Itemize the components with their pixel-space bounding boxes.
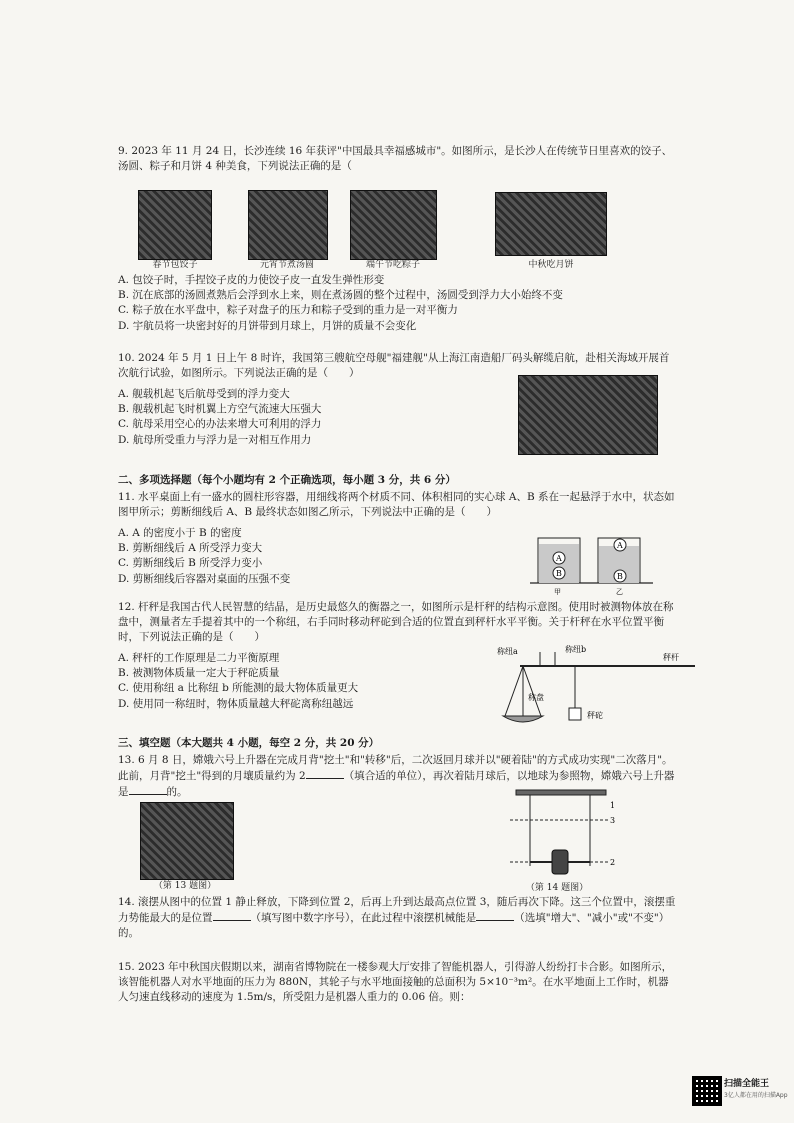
label-position-1: 1 xyxy=(610,801,616,810)
pan-string-left xyxy=(505,666,523,716)
q12-stem: 12. 杆秤是我国古代人民智慧的结晶，是历史最悠久的衡器之一，如图所示是杆秤的结构示意图。使用时被测物体放在称盘中，测量者左手提着其中的一个称纽，右手同时移动秤砣到合适的位置直到秤杆水平平衡。关于杆秤在水平位置平衡时，下列说法正确的是（ ） xyxy=(118,601,674,644)
q10-options xyxy=(118,387,498,448)
q14-text-part3: （选填"增大"、"减小"或"不变"）的。 xyxy=(118,912,670,940)
label-jia: 甲 xyxy=(554,588,561,596)
q13-text-part2: （填合适的单位），再次着陆月球后，以地球为参照物，嫦娥六号上升器是 xyxy=(118,770,675,799)
q9-option-a: A. 包饺子时，手捏饺子皮的力使饺子皮一直发生弹性形变 xyxy=(118,274,385,286)
q10-option-c: C. 航母采用空心的办法来增大可利用的浮力 xyxy=(118,418,322,431)
q14-text-part2: （填写图中数字序号），在此过程中滚摆机械能是 xyxy=(250,912,477,925)
q13-text-part3: 的。 xyxy=(166,786,188,799)
q13-blank-unit[interactable] xyxy=(306,768,344,779)
q11-option-d: D. 剪断细线后容器对桌面的压强不变 xyxy=(118,572,291,585)
caption-zongzi: 端午节吃粽子 xyxy=(365,260,420,270)
question-9 xyxy=(118,144,678,174)
q11-stem: 11. 水平桌面上有一盛水的圆柱形容器，用细线将两个材质不同、体积相同的实心球 A、B 系在一起悬浮于水中，状态如图甲所示；剪断细线后 A、B 最终状态如图乙所示，下列说法中正确的是（ ） xyxy=(118,491,675,519)
q9-option-b: B. 沉在底部的汤圆煮熟后会浮到水上来，则在煮汤圆的整个过程中，汤圆受到浮力大小始终不变 xyxy=(118,289,563,302)
q9-options xyxy=(118,273,678,334)
caption-mooncake: 中秋吃月饼 xyxy=(528,260,574,270)
q14-blank-position[interactable] xyxy=(213,910,251,921)
zongzi-photo xyxy=(350,190,437,260)
pan-string-right xyxy=(523,666,541,716)
q14-figure-caption: （第 14 题图） xyxy=(525,883,589,893)
label-pan: 称盘 xyxy=(528,693,544,702)
counterweight xyxy=(569,708,581,720)
q11-option-b: B. 剪断细线后 A 所受浮力变大 xyxy=(118,542,263,555)
q11-options xyxy=(118,526,498,587)
q9-option-d: D. 宇航员将一块密封好的月饼带到月球上，月饼的质量不会变化 xyxy=(118,319,417,332)
label-weight: 秤砣 xyxy=(587,711,603,720)
watermark-title: 扫描全能王 xyxy=(724,1079,770,1089)
label-position-3: 3 xyxy=(610,816,616,825)
q9-stem: 9. 2023 年 11 月 24 日，长沙连续 16 年获评"中国最具幸福感城市"。如图所示，是长沙人在传统节日里喜欢的饺子、汤圆、粽子和月饼 4 种美食，下列说法正确的是（ xyxy=(118,145,673,173)
section-2-heading: 二、多项选择题（每个小题均有 2 个正确选项，每小题 3 分，共 6 分） xyxy=(118,474,456,486)
dumpling-photo xyxy=(138,190,212,260)
label-hook-b: 称纽b xyxy=(565,645,587,654)
mooncake-photo xyxy=(495,192,607,256)
label-beam: 秤杆 xyxy=(663,653,679,662)
q12-option-b: B. 被测物体质量一定大于秤砣质量 xyxy=(118,667,280,680)
question-15 xyxy=(118,960,678,1006)
q15-text: 15. 2023 年中秋国庆假期以来，湖南省博物院在一楼参观大厅安排了智能机器人，引得游人纷纷打卡合影。如图所示，该智能机器人对水平地面的压力为 880N，其轮子与水平地面接触的总面积为 5×10⁻³m²。在水平地面上工作时，机器人匀速直线移动的速度为 1.5m/s，所受阻力是机器人重力的 0.06 倍。则： xyxy=(118,961,673,1004)
rolling-wheel xyxy=(552,850,568,874)
q10-stem: 10. 2024 年 5 月 1 日上午 8 时许，我国第三艘航空母舰"福建舰"从上海江南造船厂码头解缆启航，赴相关海域开展首次航行试验，如图所示。下列说法正确的是（ ） xyxy=(118,352,670,380)
q9-option-c: C. 粽子放在水平盘中，粽子对盘子的压力和粽子受到的重力是一对平衡力 xyxy=(118,304,458,317)
q11-option-c: C. 剪断细线后 B 所受浮力变小 xyxy=(118,557,263,570)
aircraft-carrier-photo xyxy=(518,375,658,455)
label-position-2: 2 xyxy=(610,858,616,867)
caption-dumpling: 春节包饺子 xyxy=(152,260,198,270)
q12-option-a: A. 秤杆的工作原理是二力平衡原理 xyxy=(118,652,280,664)
scale-pan xyxy=(503,716,543,722)
q13-figure-caption: （第 13 题图） xyxy=(153,881,217,891)
q12-options xyxy=(118,651,458,712)
q10-option-a: A. 舰载机起飞后航母受到的浮力变大 xyxy=(118,388,290,400)
label-b-jia: B xyxy=(556,569,562,578)
q11-option-a: A. A 的密度小于 B 的密度 xyxy=(118,527,242,539)
lunar-lander-photo xyxy=(140,802,234,880)
tangyuan-photo xyxy=(248,190,328,260)
q13-blank-motion[interactable] xyxy=(129,784,167,795)
question-11 xyxy=(118,490,678,520)
steelyard-figure xyxy=(495,638,700,733)
q10-option-b: B. 舰载机起飞时机翼上方空气流速大压强大 xyxy=(118,403,322,416)
q14-blank-energy[interactable] xyxy=(476,910,514,921)
section-3-heading: 三、填空题（本大题共 4 小题，每空 2 分，共 20 分） xyxy=(118,737,380,749)
q12-option-d: D. 使用同一称纽时，物体质量越大秤砣离称纽越远 xyxy=(118,697,354,710)
q10-option-d: D. 航母所受重力与浮力是一对相互作用力 xyxy=(118,433,312,446)
label-b-yi: B xyxy=(617,572,623,581)
watermark-subtitle: 3亿人都在用的扫描App xyxy=(724,1092,788,1099)
q13-text-part1: 13. 6 月 8 日，嫦娥六号上升器在完成月背"挖土"和"转移"后，二次返回月球并以"硬着陆"的方式成功实现"二次落月"。此前，月背"挖土"得到的月壤质量约为 2 xyxy=(118,754,673,783)
label-a-jia: A xyxy=(556,554,562,563)
maxwell-wheel-figure xyxy=(508,786,618,884)
q12-option-c: C. 使用称纽 a 比称纽 b 所能测的最大物体质量更大 xyxy=(118,682,359,695)
question-14 xyxy=(118,895,678,942)
label-hook-a: 称纽a xyxy=(497,647,518,656)
support-bar xyxy=(516,790,606,795)
qr-code-icon xyxy=(692,1076,722,1106)
buoyancy-figure xyxy=(528,528,658,596)
caption-tangyuan: 元宵节煮汤圆 xyxy=(259,260,314,270)
q14-text-part1: 14. 滚摆从图中的位置 1 静止释放，下降到位置 2，后再上升到达最高点位置 3，随后再次下降。这三个位置中，滚摆重力势能最大的是位置 xyxy=(118,896,676,925)
label-a-yi: A xyxy=(617,541,623,550)
label-yi: 乙 xyxy=(616,588,623,596)
